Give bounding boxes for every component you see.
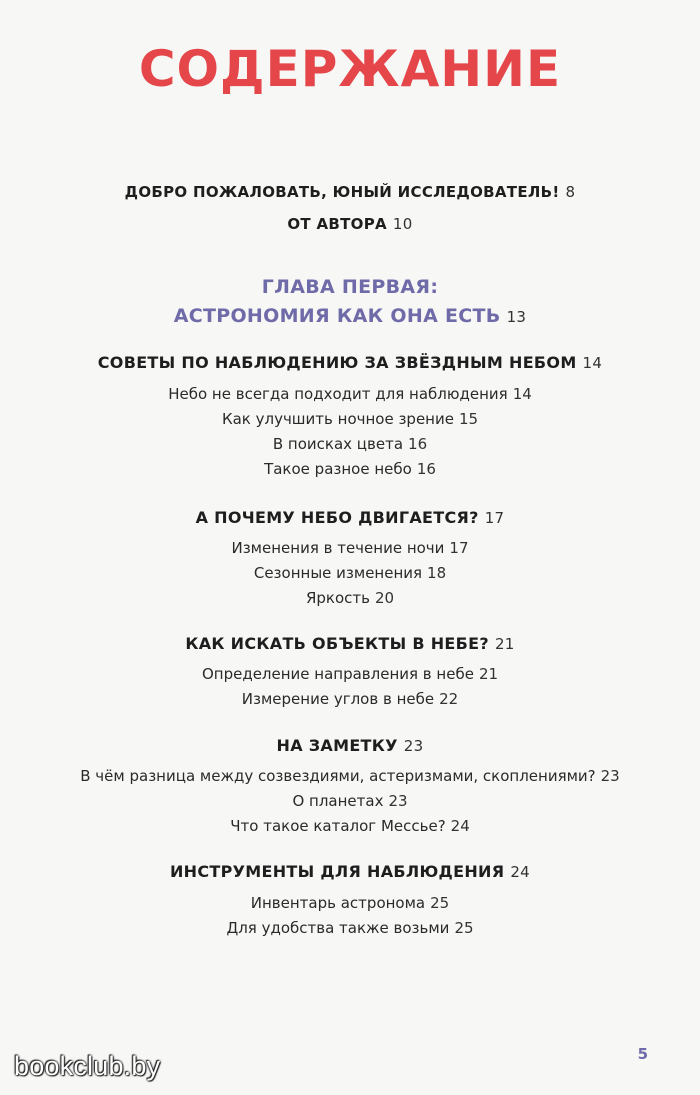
chapter-page: 13 [506, 308, 527, 326]
entry-title: ДОБРО ПОЖАЛОВАТЬ, ЮНЫЙ ИССЛЕДОВАТЕЛЬ! [124, 183, 560, 201]
chapter-title[interactable] [0, 305, 700, 327]
section-heading[interactable]: НА ЗАМЕТКУ 23 [276, 736, 424, 755]
toc-subentry[interactable]: Изменения в течение ночи 17 [231, 539, 469, 557]
entry-page: 8 [565, 183, 576, 201]
toc-subentry[interactable]: В поисках цвета 16 [272, 435, 428, 453]
toc-entry-welcome[interactable] [0, 183, 700, 201]
toc-subentry[interactable]: О планетах 23 [292, 792, 408, 810]
chapter-name: АСТРОНОМИЯ КАК ОНА ЕСТЬ [173, 305, 501, 327]
section-heading[interactable]: СОВЕТЫ ПО НАБЛЮДЕНИЮ ЗА ЗВЁЗДНЫМ НЕБОМ 14 [97, 353, 603, 372]
toc-subentry[interactable]: Определение направления в небе 21 [201, 665, 499, 683]
section-page: 23 [403, 737, 424, 755]
chapter-label: ГЛАВА ПЕРВАЯ: [261, 276, 439, 298]
toc-subentry[interactable]: Сезонные изменения 18 [253, 564, 447, 582]
toc-subentry[interactable]: Яркость 20 [305, 589, 395, 607]
toc-subentry[interactable]: Инвентарь астронома 25 [250, 894, 450, 912]
toc-subentry[interactable]: Небо не всегда подходит для наблюдения 14 [168, 385, 532, 403]
section-page: 14 [582, 354, 603, 372]
page-number: 5 [637, 1045, 648, 1063]
section-page: 17 [484, 509, 505, 527]
entry-page: 10 [392, 215, 413, 233]
toc-subentry[interactable]: Что такое каталог Мессье? 24 [230, 817, 470, 835]
section-heading[interactable]: КАК ИСКАТЬ ОБЪЕКТЫ В НЕБЕ? 21 [185, 634, 515, 653]
entry-title: ОТ АВТОРА [287, 215, 387, 233]
watermark: bookclub.by [14, 1051, 161, 1081]
toc-subentry[interactable]: Такое разное небо 16 [264, 460, 436, 478]
page-title: СОДЕРЖАНИЕ [138, 40, 562, 98]
toc-subentry[interactable]: Для удобства также возьми 25 [226, 919, 474, 937]
section-heading[interactable]: ИНСТРУМЕНТЫ ДЛЯ НАБЛЮДЕНИЯ 24 [169, 862, 531, 881]
toc-entry-author[interactable] [0, 215, 700, 233]
section-heading[interactable]: А ПОЧЕМУ НЕБО ДВИГАЕТСЯ? 17 [195, 508, 505, 527]
toc-subentry[interactable]: В чём разница между созвездиями, астеризмами, скоплениями? 23 [80, 767, 620, 785]
toc-subentry[interactable]: Как улучшить ночное зрение 15 [221, 410, 479, 428]
section-page: 21 [494, 635, 515, 653]
toc-subentry[interactable]: Измерение углов в небе 22 [241, 690, 459, 708]
section-page: 24 [510, 863, 531, 881]
